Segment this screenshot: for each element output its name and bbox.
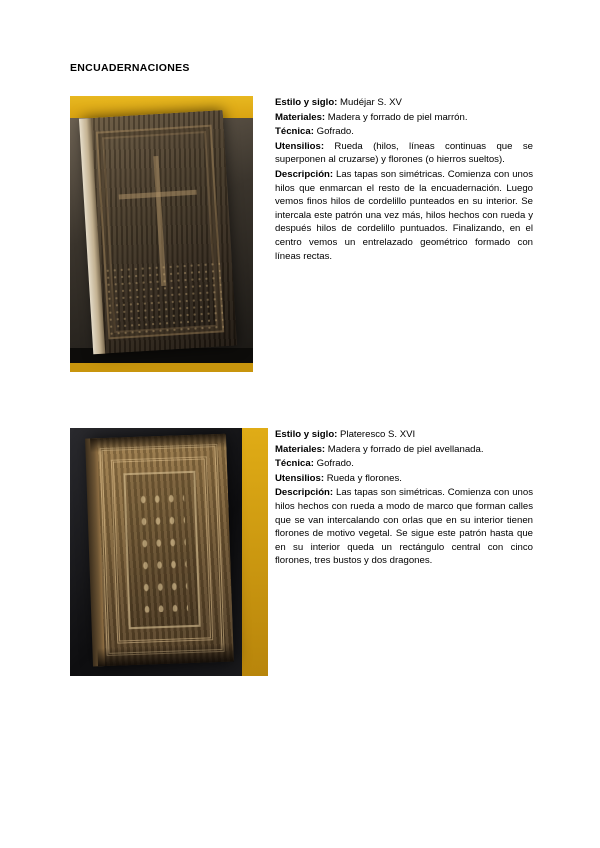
field-label: Utensilios: bbox=[275, 140, 325, 152]
entry-spacer bbox=[70, 386, 533, 428]
field-value: Rueda y florones. bbox=[324, 472, 402, 484]
field-label: Materiales: bbox=[275, 111, 326, 123]
field-label: Descripción: bbox=[275, 169, 334, 181]
photo-backdrop-yellow-bottom bbox=[70, 363, 253, 372]
photo-column-2 bbox=[70, 428, 265, 676]
book-cover-mudejar bbox=[83, 110, 237, 354]
binding-photo-mudejar bbox=[70, 96, 253, 372]
document-content bbox=[70, 62, 533, 690]
field-row bbox=[275, 457, 533, 471]
field-value: Madera y forrado de piel avellanada. bbox=[325, 443, 484, 455]
binding-entry-1 bbox=[70, 96, 533, 372]
field-value: Las tapas son simétricas. Comienza con unos hilos que enmarcan el resto de la encuadernación. Luego vemos finos hilos de cordelillo punteados en su interior. Se intercala este patrón una vez más, hilos hechos con rueda y después hilos de cordelillo puntuados. Finalizando, en el centro vemos un entrelazado geométrico formado con líneas rectas. bbox=[275, 169, 533, 262]
description-column-1 bbox=[275, 96, 533, 264]
field-row bbox=[275, 168, 533, 263]
field-label: Técnica: bbox=[275, 458, 314, 470]
binding-photo-plateresco bbox=[70, 428, 268, 676]
field-row bbox=[275, 140, 533, 167]
description-column-2 bbox=[275, 428, 533, 569]
field-row bbox=[275, 443, 533, 457]
page-title: ENCUADERNACIONES bbox=[70, 62, 190, 74]
field-value: Rueda (hilos, líneas continuas que se superponen al cruzarse) y florones (o hierros sueltos). bbox=[275, 140, 533, 166]
field-label: Materiales: bbox=[275, 443, 326, 455]
tooling-central-rectangle bbox=[136, 487, 188, 613]
field-row bbox=[275, 472, 533, 486]
binding-entry-2 bbox=[70, 428, 533, 676]
field-label: Estilo y siglo: bbox=[275, 97, 338, 108]
photo-backdrop-yellow bbox=[242, 428, 268, 676]
field-row bbox=[275, 111, 533, 125]
photo-column-1 bbox=[70, 96, 265, 372]
field-label: Utensilios: bbox=[275, 472, 325, 484]
field-label: Técnica: bbox=[275, 126, 314, 138]
field-row bbox=[275, 125, 533, 139]
field-value: Madera y forrado de piel marrón. bbox=[325, 111, 468, 123]
field-value: Plateresco S. XVI bbox=[337, 429, 416, 440]
field-row bbox=[275, 96, 533, 110]
field-row bbox=[275, 428, 533, 442]
field-value: Gofrado. bbox=[313, 126, 354, 138]
field-value: Gofrado. bbox=[313, 458, 354, 470]
field-value: Las tapas son simétricas. Comienza con unos hilos hechos con rueda a modo de marco que forman calles que se van intercalando con orlas que en su interior tienen florones de motivo vegetal. Se sigue este patrón hasta que en su interior queda un rectángulo central con cinco florones, tres bustos y dos dragones. bbox=[275, 487, 533, 567]
field-row bbox=[275, 486, 533, 568]
tooling-dot-pattern bbox=[104, 260, 224, 337]
field-label: Estilo y siglo: bbox=[275, 429, 338, 440]
field-label: Descripción: bbox=[275, 487, 334, 499]
book-cover-plateresco bbox=[90, 434, 234, 667]
field-value: Mudéjar S. XV bbox=[337, 97, 402, 108]
